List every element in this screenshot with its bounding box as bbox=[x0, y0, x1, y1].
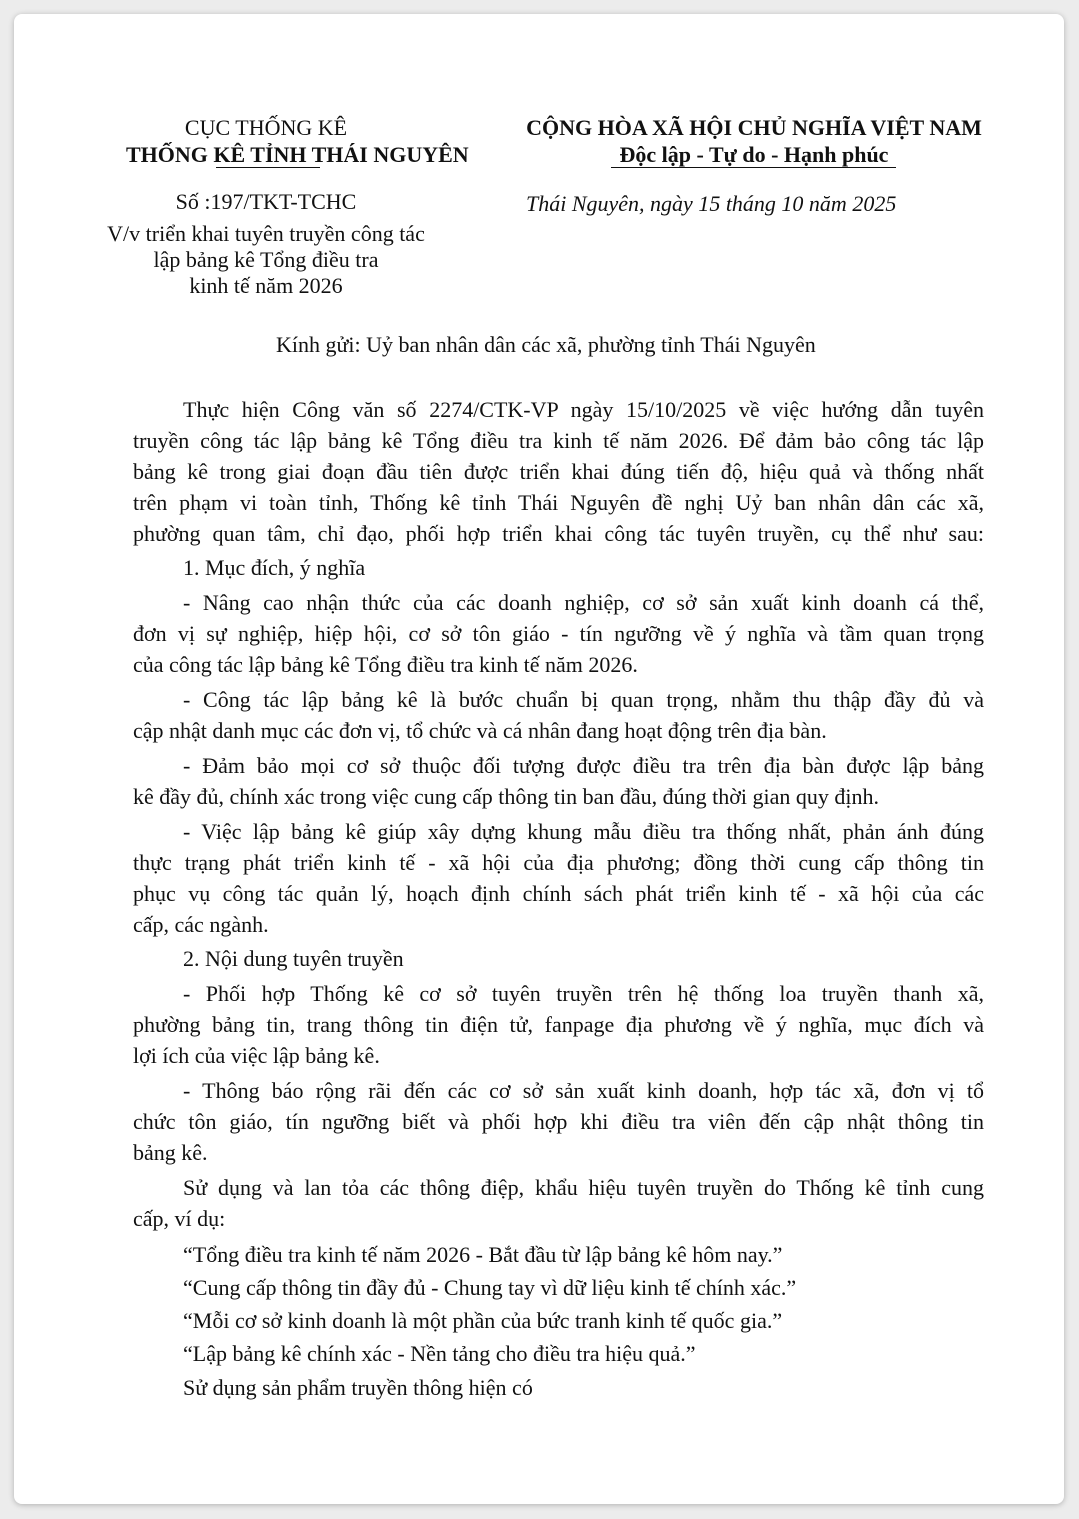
text-line: phường quan tâm, chỉ đạo, phối hợp triển khai công tác tuyên truyền, cụ thể như sau: bbox=[133, 521, 984, 546]
text-line: đơn vị sự nghiệp, hiệp hội, cơ sở tôn giáo - tín ngưỡng về ý nghĩa và tầm quan trọng bbox=[133, 621, 984, 646]
text-line: của công tác lập bảng kê Tổng điều tra kinh tế năm 2026. bbox=[133, 652, 638, 677]
text-line: thực trạng phát triển kinh tế - xã hội của địa phương; đồng thời cung cấp thông tin bbox=[133, 850, 984, 875]
slogan: “Cung cấp thông tin đầy đủ - Chung tay vì dữ liệu kinh tế chính xác.” bbox=[183, 1275, 797, 1300]
section-1-item bbox=[133, 684, 984, 746]
document-page bbox=[14, 14, 1064, 1504]
text-line: trên phạm vi toàn tỉnh, Thống kê tỉnh Thái Nguyên đề nghị Uỷ ban nhân dân các xã, bbox=[133, 490, 984, 515]
text-line: chức tôn giáo, tín ngưỡng biết và phối hợp khi điều tra viên đến cập nhật thông tin bbox=[133, 1109, 984, 1134]
slogan: “Lập bảng kê chính xác - Nền tảng cho điều tra hiệu quả.” bbox=[183, 1341, 696, 1366]
text-line: Thực hiện Công văn số 2274/CTK-VP ngày 15/10/2025 về việc hướng dẫn tuyên bbox=[183, 397, 984, 422]
text-line: cấp, ví dụ: bbox=[133, 1206, 226, 1231]
section-2-item bbox=[133, 978, 984, 1071]
text-line: truyền công tác lập bảng kê Tổng điều tra kinh tế năm 2026. Để đảm bảo công tác lập bbox=[133, 428, 984, 453]
agency-name-underline bbox=[216, 167, 320, 168]
text-line: - Phối hợp Thống kê cơ sở tuyên truyền trên hệ thống loa truyền thanh xã, bbox=[183, 981, 984, 1006]
text-line: - Việc lập bảng kê giúp xây dựng khung mẫu điều tra thống nhất, phản ánh đúng bbox=[183, 819, 984, 844]
national-motto: Độc lập - Tự do - Hạnh phúc bbox=[619, 142, 889, 167]
section-1-title: 1. Mục đích, ý nghĩa bbox=[183, 555, 366, 580]
recipient-line: Kính gửi: Uỷ ban nhân dân các xã, phường tỉnh Thái Nguyên bbox=[276, 332, 816, 357]
text-line: - Công tác lập bảng kê là bước chuẩn bị quan trọng, nhằm thu thập đầy đủ và bbox=[183, 687, 984, 712]
text-line: lợi ích của việc lập bảng kê. bbox=[133, 1043, 380, 1068]
agency-parent: CỤC THỐNG KÊ bbox=[184, 115, 348, 140]
agency-name: THỐNG KÊ TỈNH THÁI NGUYÊN bbox=[126, 142, 469, 167]
subject-line: V/v triển khai tuyên truyền công tác bbox=[107, 221, 425, 246]
document-number: Số :197/TKT-TCHC bbox=[175, 189, 357, 214]
country-name: CỘNG HÒA XÃ HỘI CHỦ NGHĨA VIỆT NAM bbox=[526, 115, 982, 140]
slogan: “Mỗi cơ sở kinh doanh là một phần của bức tranh kinh tế quốc gia.” bbox=[183, 1308, 783, 1333]
section-1-item bbox=[133, 587, 984, 680]
text-line: - Đảm bảo mọi cơ sở thuộc đối tượng được điều tra trên địa bàn được lập bảng bbox=[183, 753, 984, 778]
slogan: “Tổng điều tra kinh tế năm 2026 - Bắt đầu từ lập bảng kê hôm nay.” bbox=[183, 1242, 783, 1267]
section-2-title: 2. Nội dung tuyên truyền bbox=[183, 946, 404, 971]
text-line: phường bảng tin, trang thông tin điện tử, fanpage địa phương về ý nghĩa, mục đích và bbox=[133, 1012, 984, 1037]
text-line: kê đầy đủ, chính xác trong việc cung cấp thông tin ban đầu, đúng thời gian quy định. bbox=[133, 784, 880, 809]
closing-line: Sử dụng sản phẩm truyền thông hiện có bbox=[183, 1375, 533, 1400]
text-line: cập nhật danh mục các đơn vị, tổ chức và cá nhân đang hoạt động trên địa bàn. bbox=[133, 718, 827, 743]
text-line: Sử dụng và lan tỏa các thông điệp, khẩu hiệu tuyên truyền do Thống kê tỉnh cung bbox=[183, 1175, 984, 1200]
intro-paragraph bbox=[133, 394, 984, 549]
text-line: phục vụ công tác quản lý, hoạch định chính sách phát triển kinh tế - xã hội của các bbox=[133, 881, 984, 906]
section-2-item bbox=[133, 1075, 984, 1168]
section-2-item bbox=[133, 1172, 984, 1234]
section-1-item bbox=[133, 816, 984, 940]
text-line: - Thông báo rộng rãi đến các cơ sở sản xuất kinh doanh, hợp tác xã, đơn vị tổ bbox=[183, 1078, 984, 1103]
subject-line: kinh tế năm 2026 bbox=[189, 273, 343, 298]
text-line: bảng kê. bbox=[133, 1140, 208, 1165]
text-line: - Nâng cao nhận thức của các doanh nghiệp, cơ sở sản xuất kinh doanh cá thể, bbox=[183, 590, 984, 615]
text-line: cấp, các ngành. bbox=[133, 912, 269, 937]
text-line: bảng kê trong giai đoạn đầu tiên được triển khai đúng tiến độ, hiệu quả và thống nhất bbox=[133, 459, 984, 484]
subject-line: lập bảng kê Tổng điều tra bbox=[153, 247, 379, 272]
section-1-item bbox=[133, 750, 984, 812]
place-date: Thái Nguyên, ngày 15 tháng 10 năm 2025 bbox=[526, 191, 897, 216]
motto-underline bbox=[611, 167, 896, 168]
